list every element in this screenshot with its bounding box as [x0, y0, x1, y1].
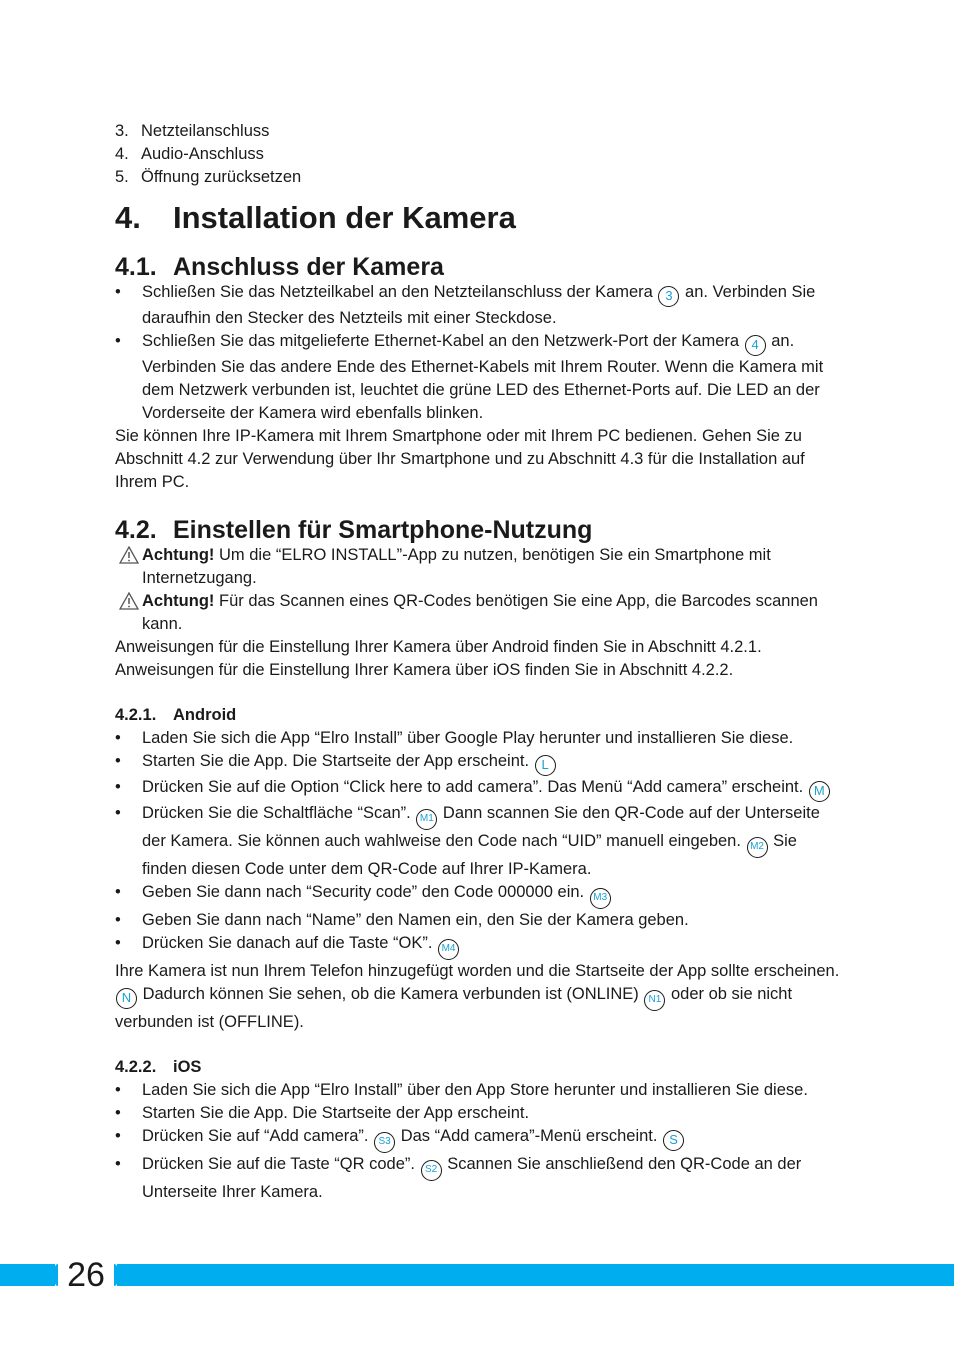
warning-note: Achtung! Um die “ELRO INSTALL”-App zu nutzen, benötigen Sie ein Smartphone mit Internetzugang. [115, 544, 845, 590]
callout-badge: M2 [747, 837, 768, 858]
callout-badge: S [663, 1130, 684, 1151]
list-item: • Drücken Sie die Schaltfläche “Scan”. M1 Dann scannen Sie den QR-Code auf der Unterseite der Kamera. Sie können auch wahlweise den Code nach “UID” manuell eingeben. M2 Sie finden diesen Code unter dem QR-Code auf Ihrer IP-Kamera. [115, 802, 845, 881]
callout-badge: M [809, 781, 830, 802]
list-item: 5. Öffnung zurücksetzen [115, 168, 302, 186]
bullet-list-ios [115, 1079, 845, 1204]
list-item: • Drücken Sie auf die Taste “QR code”. S2 Scannen Sie anschließend den QR-Code an der Unterseite Ihrer Kamera. [115, 1153, 845, 1204]
list-item: • Drücken Sie auf “Add camera”. S3 Das “Add camera”-Menü erscheint. S [115, 1125, 845, 1153]
footer-bar [0, 1264, 954, 1286]
callout-badge: S3 [374, 1132, 395, 1153]
callout-badge: N [116, 988, 137, 1009]
list-item: 4. Audio-Anschluss [115, 145, 264, 163]
subsection-heading-ios: 4.2.2. iOS [115, 1058, 202, 1076]
list-item: • Drücken Sie auf die Option “Click here to add camera”. Das Menü “Add camera” erscheint. M [115, 776, 845, 802]
list-item: • Laden Sie sich die App “Elro Install” über Google Play herunter und installieren Sie diese. [115, 727, 845, 750]
warning-icon [119, 592, 139, 617]
connector-list [115, 120, 845, 189]
warning-note: Achtung! Für das Scannen eines QR-Codes benötigen Sie eine App, die Barcodes scannen kann. [115, 590, 845, 636]
callout-badge: S2 [421, 1160, 442, 1181]
list-item: • Starten Sie die App. Die Startseite der App erscheint. L [115, 750, 845, 776]
bullet-list-android [115, 727, 845, 960]
subsection-heading-android: 4.2.1. Android [115, 706, 237, 724]
callout-badge: 3 [658, 286, 679, 307]
section-heading-4-1: 4.1. Anschluss der Kamera [115, 253, 444, 281]
list-item: • Schließen Sie das mitgelieferte Ethernet-Kabel an den Netzwerk-Port der Kamera 4 an. Verbinden Sie das andere Ende des Ethernet-Kabels mit Ihrem Router. Wenn die Kamera mit dem Netzwerk verbunden ist, leuchtet die grüne LED des Ethernet-Ports auf. Die LED an der Vorderseite der Kamera wird ebenfalls blinken. [115, 330, 845, 425]
list-item: • Drücken Sie danach auf die Taste “OK”. M4 [115, 932, 845, 960]
callout-badge: M1 [416, 809, 437, 830]
section-heading-4-2: 4.2. Einstellen für Smartphone-Nutzung [115, 516, 593, 544]
callout-badge: M3 [590, 888, 611, 909]
callout-badge: M4 [438, 939, 459, 960]
page-number: 26 [55, 1255, 117, 1295]
list-item: • Schließen Sie das Netzteilkabel an den Netzteilanschluss der Kamera 3 an. Verbinden Sie daraufhin den Stecker des Netzteils mit einer Steckdose. [115, 281, 845, 330]
chapter-heading: 4. Installation der Kamera [115, 200, 516, 235]
callout-badge: 4 [745, 335, 766, 356]
bullet-list-4-1 [115, 281, 845, 425]
paragraph: Anweisungen für die Einstellung Ihrer Kamera über iOS finden Sie in Abschnitt 4.2.2. [115, 661, 734, 679]
list-item: 3. Netzteilanschluss [115, 122, 270, 140]
list-item: • Laden Sie sich die App “Elro Install” über den App Store herunter und installieren Sie diese. [115, 1079, 845, 1102]
paragraph: Ihre Kamera ist nun Ihrem Telefon hinzugefügt worden und die Startseite der App sollte erscheinen. N Dadurch können Sie sehen, ob die Kamera verbunden ist (ONLINE) N1 oder ob sie nicht verbunden ist (OFFLINE). [115, 962, 840, 1031]
callout-badge: N1 [644, 990, 665, 1011]
warning-icon [119, 546, 139, 571]
list-item: • Geben Sie dann nach “Security code” den Code 000000 ein. M3 [115, 881, 845, 909]
callout-badge: L [535, 755, 556, 776]
list-item: • Starten Sie die App. Die Startseite der App erscheint. [115, 1102, 845, 1125]
paragraph: Sie können Ihre IP-Kamera mit Ihrem Smartphone oder mit Ihrem PC bedienen. Gehen Sie zu Abschnitt 4.2 zur Verwendung über Ihr Smartphone und zu Abschnitt 4.3 für die Installation auf Ihrem PC. [115, 427, 805, 491]
page-content [115, 120, 845, 1204]
paragraph: Anweisungen für die Einstellung Ihrer Kamera über Android finden Sie in Abschnitt 4.2.1. [115, 638, 762, 656]
list-item: • Geben Sie dann nach “Name” den Namen ein, den Sie der Kamera geben. [115, 909, 845, 932]
